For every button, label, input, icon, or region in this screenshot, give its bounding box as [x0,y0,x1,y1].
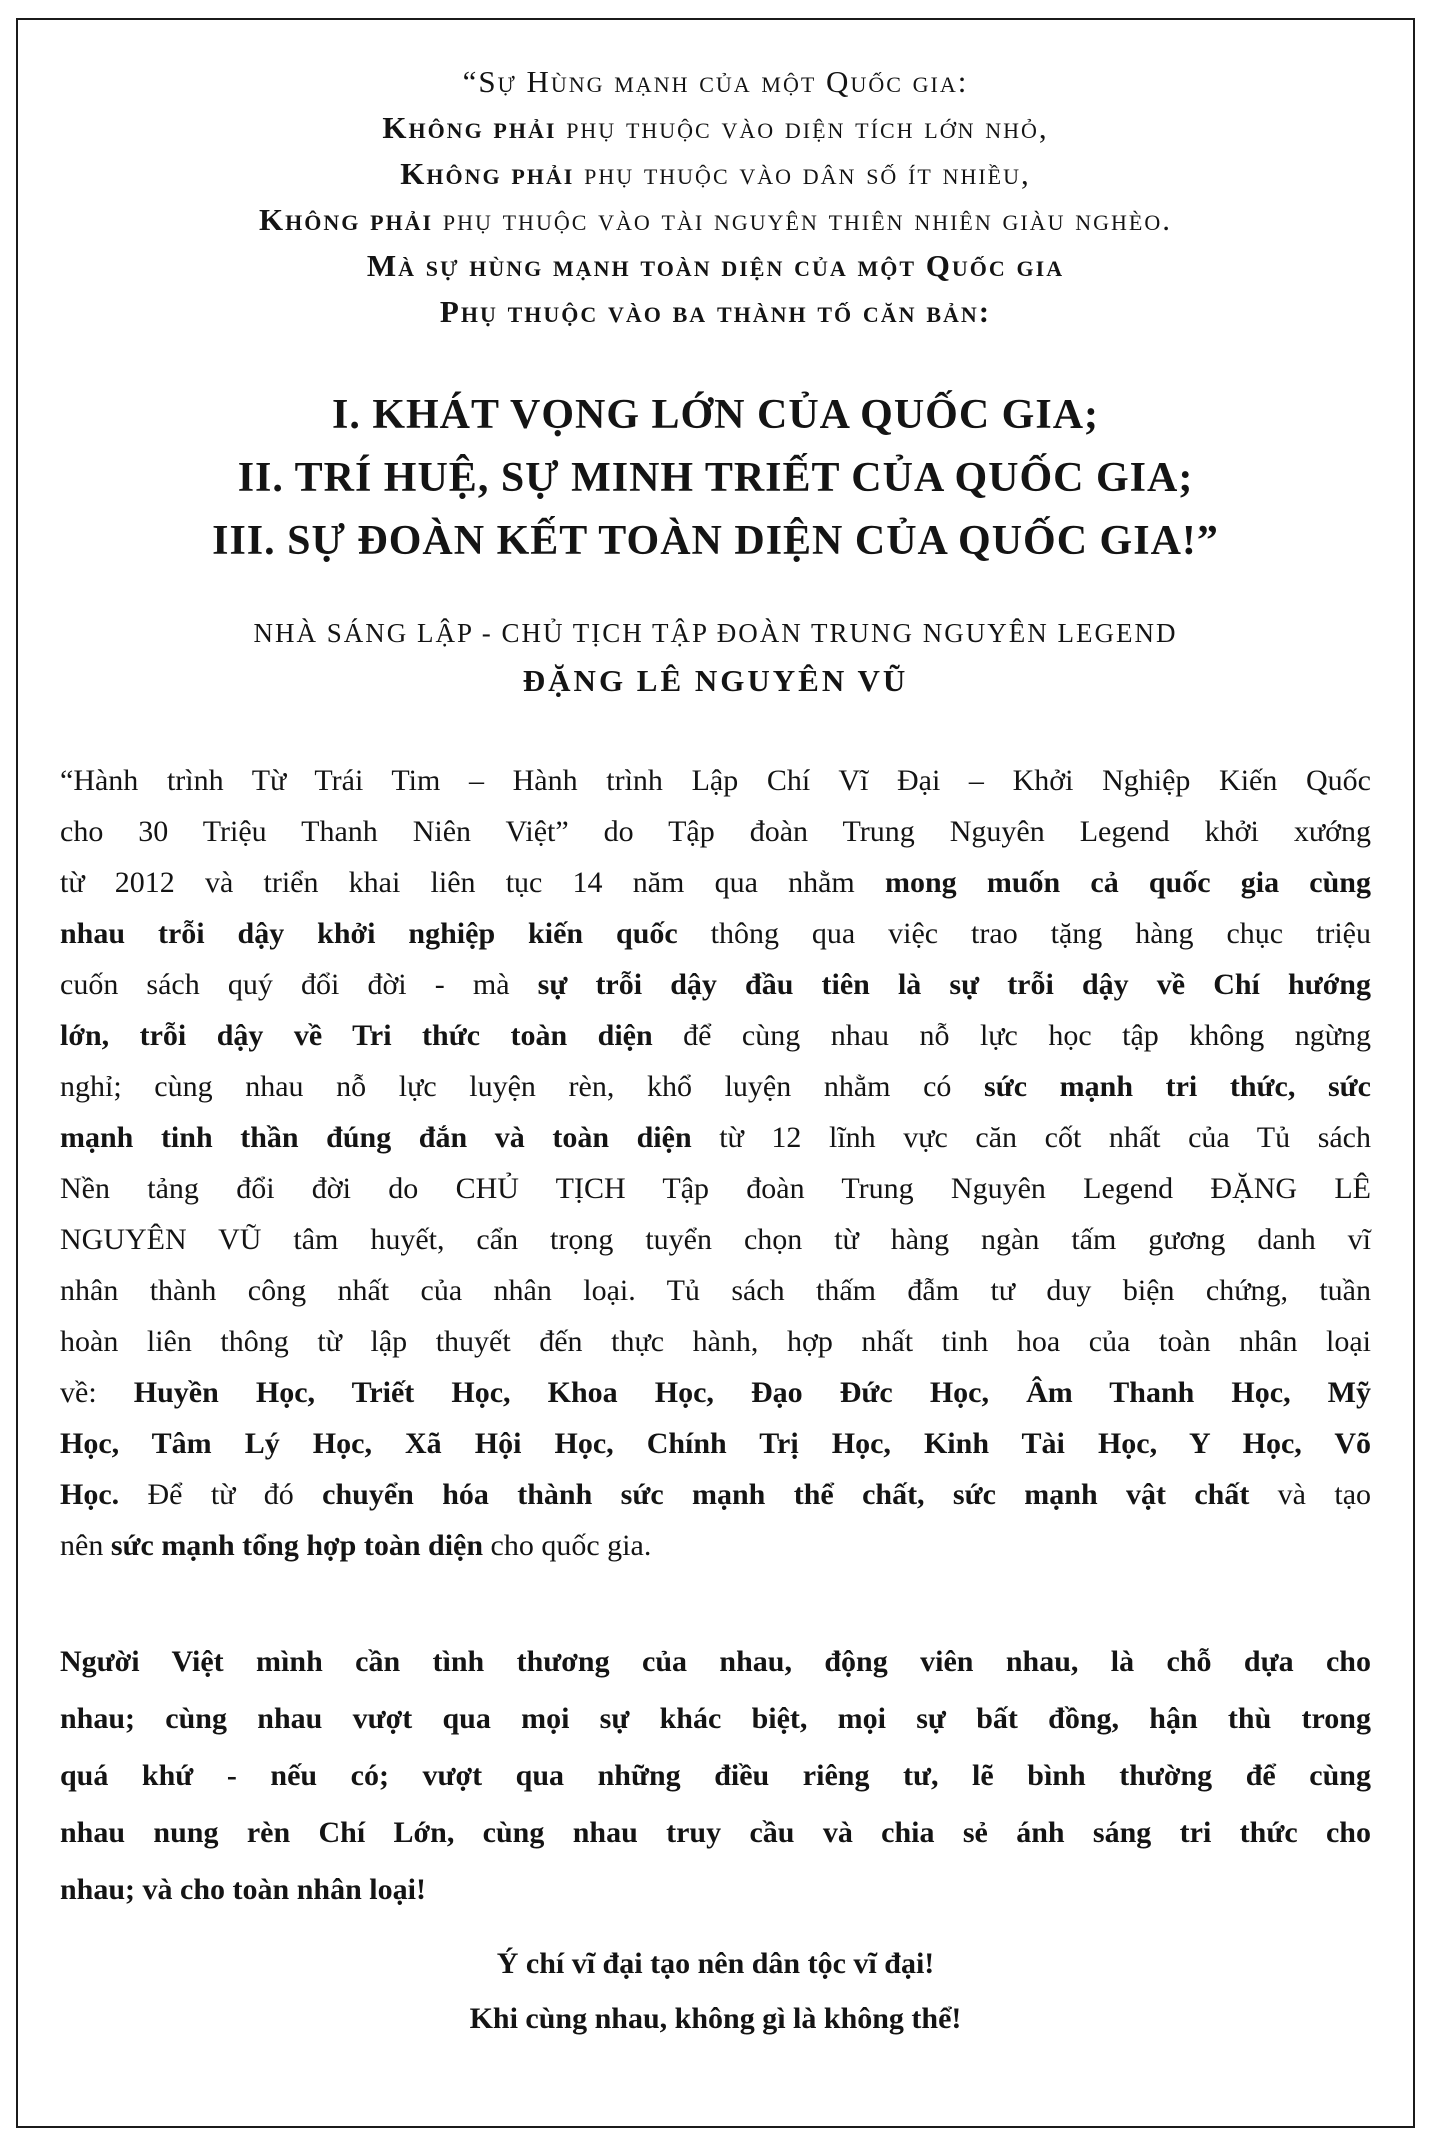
pillar-line [60,447,1371,510]
page-border-frame [16,18,1415,2128]
text-run: thông qua việc trao tặng hàng chục triệu [677,917,1371,950]
quote-line [60,243,1371,289]
bold-text-run: Mà sự hùng mạnh toàn diện của một Quốc gia [366,248,1065,283]
text-run: hoàn liên thông từ lập thuyết đến thực hành, hợp nhất tinh hoa của toàn nhân loại [60,1325,1371,1358]
quote-line [60,289,1371,335]
paragraph-line [60,959,1371,1010]
bold-text-run: Phụ thuộc vào ba thành tố căn bản: [439,294,992,329]
paragraph-line [60,1861,1371,1918]
paragraph-line [60,1367,1371,1418]
paragraph-line [60,1010,1371,1061]
paragraph-line [60,1112,1371,1163]
bold-text-run: Không phải [382,110,557,145]
text-run: cuốn sách quý đổi đời - mà [60,968,538,1001]
bold-text-run: mạnh tinh thần đúng đắn và toàn diện [60,1121,692,1154]
closing-line [60,1936,1371,1991]
bold-text-run: Ý chí vĩ đại tạo nên dân tộc vĩ đại! [496,1947,935,1980]
bold-text-run: nhau trỗi dậy khởi nghiệp kiến quốc [60,917,678,950]
text-run: cho 30 Triệu Thanh Niên Việt” do Tập đoàn Trung Nguyên Legend khởi xướng [60,815,1371,848]
text-run: “Sự Hùng mạnh của một Quốc gia: [462,64,969,99]
paragraph-line [60,1265,1371,1316]
text-run: về: [60,1376,134,1409]
bold-text-run: II. TRÍ HUỆ, SỰ MINH TRIẾT CỦA QUỐC GIA; [237,455,1194,501]
bold-text-run: I. KHÁT VỌNG LỚN CỦA QUỐC GIA; [331,392,1100,438]
pillar-line [60,384,1371,447]
text-run: nên [60,1529,111,1562]
text-run: Nền tảng đổi đời do CHỦ TỊCH Tập đoàn Trung Nguyên Legend ĐẶNG LÊ [60,1172,1371,1205]
paragraph-line [60,1316,1371,1367]
paragraph-line [60,1469,1371,1520]
text-run: phụ thuộc vào diện tích lớn nhỏ, [556,110,1049,145]
paragraph-line [60,857,1371,908]
attribution [60,613,1371,703]
quote-line [60,59,1371,105]
bold-text-run: sự trỗi dậy đầu tiên là sự trỗi dậy về Chí hướng [537,968,1371,1001]
text-run: để cùng nhau nỗ lực học tập không ngừng [652,1019,1371,1052]
paragraph-line [60,1214,1371,1265]
paragraph-line [60,806,1371,857]
text-run: Để từ đó [119,1478,323,1511]
bold-text-run: Không phải [259,202,434,237]
opening-quote-block [60,59,1371,335]
bold-text-run: nhau; và cho toàn nhân loại! [60,1873,426,1906]
bold-text-run: lớn, trỗi dậy về Tri thức toàn diện [60,1019,653,1052]
paragraph-line [60,908,1371,959]
bold-text-run: III. SỰ ĐOÀN KẾT TOÀN DIỆN CỦA QUỐC GIA!” [212,518,1219,564]
bold-text-run: sức mạnh tổng hợp toàn diện [110,1529,484,1562]
paragraph-line [60,1747,1371,1804]
bold-text-run: Khi cùng nhau, không gì là không thể! [469,2002,962,2035]
bold-text-run: chuyển hóa thành sức mạnh thể chất, sức mạnh vật chất [322,1478,1250,1511]
bold-text-run: mong muốn cả quốc gia cùng [884,866,1371,899]
text-run: phụ thuộc vào dân số ít nhiều, [574,156,1031,191]
paragraph-line [60,1520,1371,1571]
text-run: từ 12 lĩnh vực căn cốt nhất của Tủ sách [691,1121,1371,1154]
text-run: cho quốc gia. [483,1529,652,1562]
paragraph-line [60,1163,1371,1214]
quote-line [60,105,1371,151]
pillar-line [60,510,1371,573]
text-run: và tạo [1249,1478,1372,1511]
text-run: nghỉ; cùng nhau nỗ lực luyện rèn, khổ luyện nhằm có [60,1070,985,1103]
closing-line [60,1991,1371,2046]
bold-text-run: Không phải [400,156,575,191]
text-run: phụ thuộc vào tài nguyên thiên nhiên giàu nghèo. [433,202,1172,237]
text-run: NGUYÊN VŨ tâm huyết, cẩn trọng tuyển chọn từ hàng ngàn tấm gương danh vĩ [60,1223,1371,1256]
bold-text-run: Học. [60,1478,120,1511]
paragraph-line [60,1633,1371,1690]
quote-line [60,197,1371,243]
bold-text-run: nhau; cùng nhau vượt qua mọi sự khác biệt, mọi sự bất đồng, hận thù trong [60,1702,1371,1735]
bold-text-run: nhau nung rèn Chí Lớn, cùng nhau truy cầu và chia sẻ ánh sáng tri thức cho [60,1816,1371,1849]
bold-text-run: quá khứ - nếu có; vượt qua những điều riêng tư, lẽ bình thường để cùng [60,1759,1371,1792]
closing-slogan-block [60,1936,1371,2046]
paragraph-line [60,755,1371,806]
bold-text-run: Người Việt mình cần tình thương của nhau, động viên nhau, là chỗ dựa cho [60,1645,1371,1678]
attribution-title: NHÀ SÁNG LẬP - CHỦ TỊCH TẬP ĐOÀN TRUNG NGUYÊN LEGEND [253,618,1178,648]
text-run: “Hành trình Từ Trái Tim – Hành trình Lập Chí Vĩ Đại – Khởi Nghiệp Kiến Quốc [60,764,1371,797]
attribution-name: ĐẶNG LÊ NGUYÊN VŨ [522,663,909,698]
bold-text-run: Huyền Học, Triết Học, Khoa Học, Đạo Đức Học, Âm Thanh Học, Mỹ [133,1376,1371,1409]
body-paragraph-2 [60,1633,1371,1918]
bold-text-run: Học, Tâm Lý Học, Xã Hội Học, Chính Trị Học, Kinh Tài Học, Y Học, Võ [60,1427,1371,1460]
paragraph-line [60,1690,1371,1747]
paragraph-line [60,1804,1371,1861]
body-paragraph-1 [60,755,1371,1571]
text-run: từ 2012 và triển khai liên tục 14 năm qua nhằm [60,866,885,899]
three-pillars-block [60,384,1371,573]
text-run: nhân thành công nhất của nhân loại. Tủ sách thấm đẫm tư duy biện chứng, tuần [60,1274,1371,1307]
bold-text-run: sức mạnh tri thức, sức [984,1070,1371,1103]
quote-line [60,151,1371,197]
paragraph-line [60,1418,1371,1469]
paragraph-line [60,1061,1371,1112]
